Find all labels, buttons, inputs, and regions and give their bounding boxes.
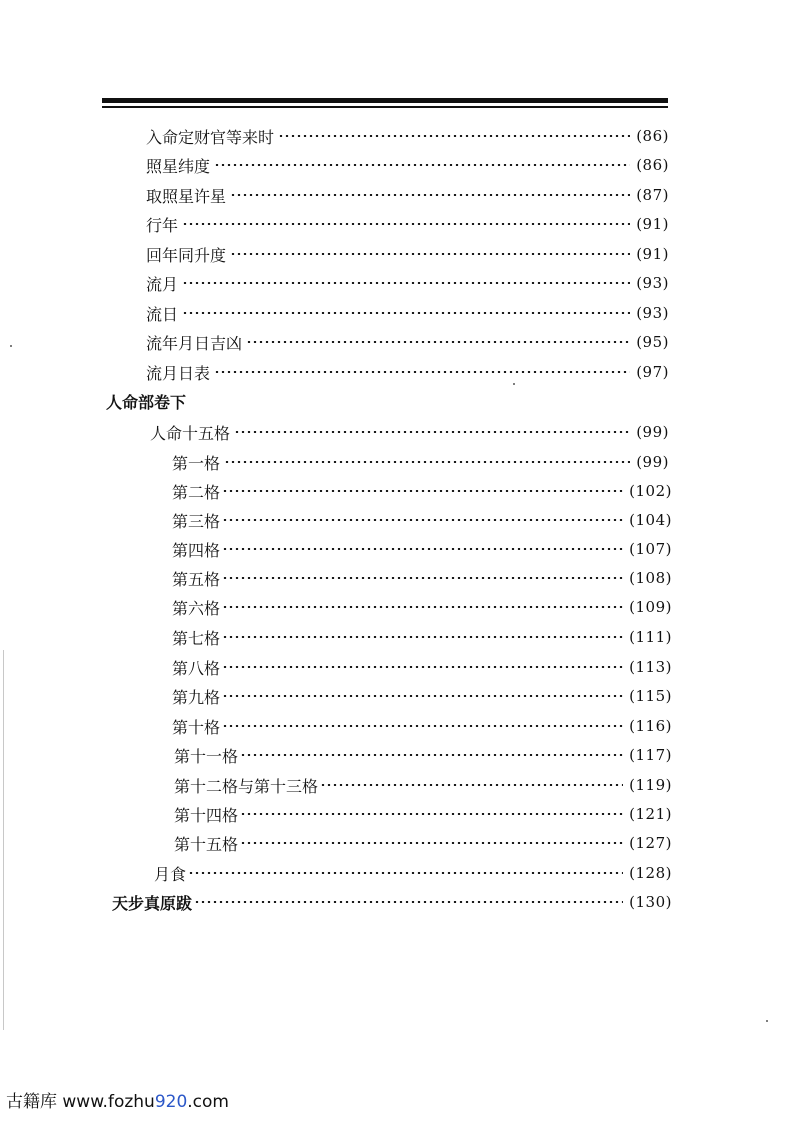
toc-entry-page: (102) xyxy=(629,482,672,500)
dot-leader xyxy=(222,490,623,492)
dot-leader xyxy=(240,754,623,756)
toc-entry-title: 流月 xyxy=(146,274,179,294)
dot-leader xyxy=(230,194,630,196)
toc-entry-page: (128) xyxy=(629,864,672,882)
toc-entry[interactable] xyxy=(146,152,669,178)
toc-entry[interactable] xyxy=(174,801,672,827)
toc-entry-page: (87) xyxy=(636,186,669,204)
scan-edge-line xyxy=(3,650,4,1030)
toc-entry-title: 第二格 xyxy=(172,482,221,502)
toc-entry-title: 第一格 xyxy=(172,453,221,473)
dot-leader xyxy=(182,282,630,284)
dot-leader xyxy=(222,519,623,521)
toc-entry-title: 第十二格与第十三格 xyxy=(174,776,319,796)
toc-entry[interactable] xyxy=(146,300,669,326)
dot-leader xyxy=(222,606,623,608)
toc-entry-page: (91) xyxy=(636,215,669,233)
toc-entry-title: 第八格 xyxy=(172,658,221,678)
toc-entry-title: 取照星许星 xyxy=(146,186,227,206)
toc-entry[interactable] xyxy=(174,742,672,768)
dot-leader xyxy=(222,636,623,638)
toc-entry-page: (130) xyxy=(629,893,672,911)
toc-entry-page: (97) xyxy=(636,363,669,381)
toc-entry-page: (86) xyxy=(636,127,669,145)
toc-entry-page: (86) xyxy=(636,156,669,174)
toc-entry[interactable] xyxy=(146,359,669,385)
toc-entry-title: 第十五格 xyxy=(174,834,239,854)
toc-entry-title: 第九格 xyxy=(172,687,221,707)
toc-entry-page: (99) xyxy=(636,453,669,471)
dot-leader xyxy=(222,695,623,697)
toc-entry-title: 照星纬度 xyxy=(146,156,211,176)
dot-leader xyxy=(240,813,623,815)
toc-entry[interactable] xyxy=(146,241,669,267)
toc-entry[interactable] xyxy=(172,565,672,591)
toc-entry-page: (127) xyxy=(629,834,672,852)
dot-leader xyxy=(224,461,630,463)
dot-leader xyxy=(320,784,623,786)
toc-entry-page: (111) xyxy=(629,628,672,646)
toc-entry-title: 第四格 xyxy=(172,540,221,560)
watermark-number: 920 xyxy=(154,1092,188,1112)
toc-entry-title: 入命定财官等来时 xyxy=(146,127,275,147)
header-rule-thin xyxy=(102,106,668,108)
toc-entry-page: (99) xyxy=(636,423,669,441)
toc-entry-title: 第三格 xyxy=(172,511,221,531)
toc-entry-title: 人命十五格 xyxy=(150,423,231,443)
toc-entry[interactable] xyxy=(172,536,672,562)
toc-entry-page: (109) xyxy=(629,598,672,616)
watermark-suffix: .com xyxy=(187,1092,229,1112)
toc-entry-page: (93) xyxy=(636,274,669,292)
toc-entry-title: 行年 xyxy=(146,215,179,235)
toc-entry[interactable] xyxy=(172,507,672,533)
toc-entry[interactable] xyxy=(146,182,669,208)
toc-entry-page: (91) xyxy=(636,245,669,263)
toc-entry-page: (104) xyxy=(629,511,672,529)
toc-entry[interactable] xyxy=(154,860,672,886)
watermark-prefix: 古籍库 www.fozhu xyxy=(6,1092,155,1112)
toc-entry[interactable] xyxy=(112,889,672,915)
dot-leader xyxy=(214,371,630,373)
dot-leader xyxy=(182,312,630,314)
toc-entry-page: (116) xyxy=(629,717,672,735)
scan-speck xyxy=(10,345,12,347)
toc-entry-page: (113) xyxy=(629,658,672,676)
dot-leader xyxy=(188,872,623,874)
dot-leader xyxy=(222,548,623,550)
toc-entry-title: 第十四格 xyxy=(174,805,239,825)
toc-entry-title: 第七格 xyxy=(172,628,221,648)
toc-entry-title: 第十格 xyxy=(172,717,221,737)
toc-entry-title: 流日 xyxy=(146,304,179,324)
toc-entry-title: 回年同升度 xyxy=(146,245,227,265)
dot-leader xyxy=(214,164,630,166)
dot-leader xyxy=(222,666,623,668)
toc-entry-title: 天步真原跋 xyxy=(112,893,193,913)
toc-entry[interactable] xyxy=(172,478,672,504)
toc-entry-title: 月食 xyxy=(154,864,187,884)
toc-entry[interactable] xyxy=(146,270,669,296)
toc-entry-page: (121) xyxy=(629,805,672,823)
dot-leader xyxy=(222,725,623,727)
toc-entry-page: (119) xyxy=(629,776,672,794)
toc-entry[interactable] xyxy=(174,772,672,798)
toc-entry[interactable] xyxy=(172,713,672,739)
toc-entry-page: (108) xyxy=(629,569,672,587)
toc-entry[interactable] xyxy=(146,329,669,355)
toc-entry-page: (107) xyxy=(629,540,672,558)
header-rule-thick xyxy=(102,98,668,103)
dot-leader xyxy=(234,431,630,433)
toc-entry-title: 第六格 xyxy=(172,598,221,618)
toc-entry-page: (117) xyxy=(629,746,672,764)
toc-entry[interactable] xyxy=(146,123,669,149)
toc-entry-title: 流年月日吉凶 xyxy=(146,333,243,353)
dot-leader xyxy=(240,842,623,844)
dot-leader xyxy=(222,577,623,579)
toc-entry[interactable] xyxy=(172,654,672,680)
toc-entry-title: 流月日表 xyxy=(146,363,211,383)
section-heading: 人命部卷下 xyxy=(106,393,187,412)
dot-leader xyxy=(278,135,630,137)
toc-entry-page: (95) xyxy=(636,333,669,351)
toc-entry[interactable] xyxy=(172,624,672,650)
toc-entry-page: (115) xyxy=(629,687,672,705)
site-watermark xyxy=(6,1090,229,1114)
toc-entry[interactable] xyxy=(172,594,672,620)
toc-entry-page: (93) xyxy=(636,304,669,322)
toc-entry[interactable] xyxy=(174,830,672,856)
dot-leader xyxy=(182,223,630,225)
toc-entry[interactable] xyxy=(172,449,669,475)
toc-entry-title: 第五格 xyxy=(172,569,221,589)
dot-leader xyxy=(246,341,630,343)
dot-leader xyxy=(194,901,623,903)
toc-entry[interactable] xyxy=(146,211,669,237)
toc-entry[interactable] xyxy=(172,683,672,709)
scan-speck xyxy=(513,383,515,385)
scan-speck xyxy=(766,1020,768,1022)
dot-leader xyxy=(230,253,630,255)
toc-entry-title: 第十一格 xyxy=(174,746,239,766)
toc-entry[interactable] xyxy=(150,419,669,445)
